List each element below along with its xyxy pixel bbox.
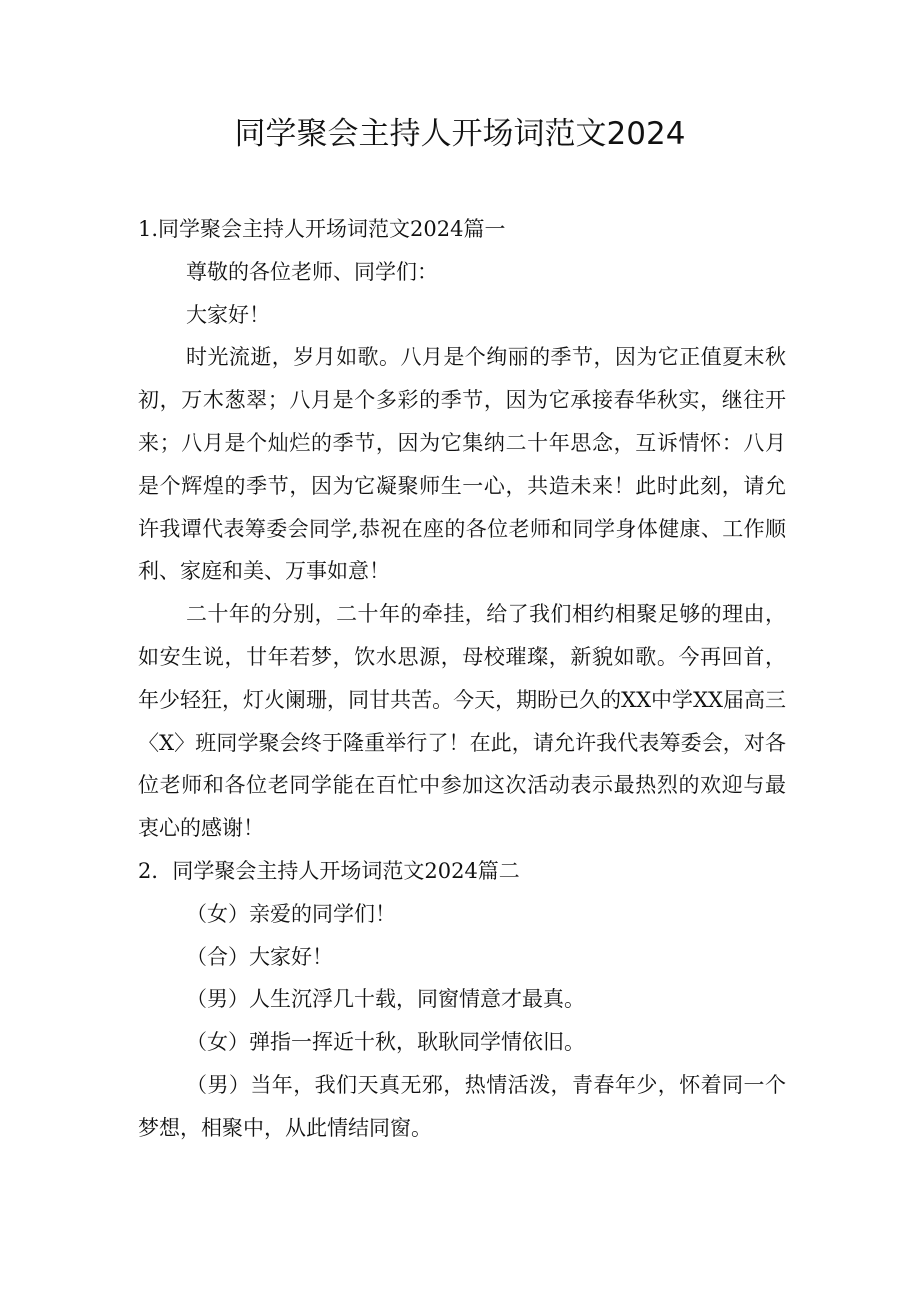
dialogue-line: （男）人生沉浮几十载，同窗情意才最真。 bbox=[186, 987, 585, 1012]
hello-line: 大家好！ bbox=[186, 302, 270, 327]
document-body bbox=[138, 208, 786, 1150]
document-title: 同学聚会主持人开场词范文2024 bbox=[234, 116, 686, 152]
section-2-heading: 2．同学聚会主持人开场词范文2024篇二 bbox=[138, 858, 520, 883]
paragraph-1: 时光流逝，岁月如歌。八月是个绚丽的季节，因为它正值夏末秋初，万木葱翠；八月是个多彩的季节，因为它承接春华秋实，继往开来；八月是个灿烂的季节，因为它集纳二十年思念，互诉情怀：八月是个辉煌的季节，因为它凝聚师生一心，共造未来！此时此刻，请允许我谭代表筹委会同学,恭祝在座的各位老师和同学身体健康、工作顺利、家庭和美、万事如意！ bbox=[138, 345, 786, 584]
dialogue-line: （女）弹指一挥近十秋，耿耿同学情依旧。 bbox=[186, 1030, 585, 1055]
section-1-heading: 1.同学聚会主持人开场词范文2024篇一 bbox=[138, 217, 506, 241]
paragraph-2: 二十年的分别，二十年的牵挂，给了我们相约相聚足够的理由，如安生说，廿年若梦，饮水思源，母校璀璨，新貌如歌。今再回首，年少轻狂，灯火阑珊，同甘共苦。今天，期盼已久的XX中学XX届高三〈X〉班同学聚会终于隆重举行了！在此，请允许我代表筹委会，对各位老师和各位老同学能在百忙中参加这次活动表示最热烈的欢迎与最衷心的感谢！ bbox=[138, 602, 786, 841]
dialogue-line: （女）亲爱的同学们！ bbox=[186, 901, 396, 926]
greeting-line: 尊敬的各位老师、同学们： bbox=[186, 259, 438, 284]
paragraph-3: （男）当年，我们天真无邪，热情活泼，青春年少，怀着同一个梦想，相聚中，从此情结同窗。 bbox=[138, 1072, 786, 1140]
dialogue-line: （合）大家好！ bbox=[186, 944, 333, 969]
